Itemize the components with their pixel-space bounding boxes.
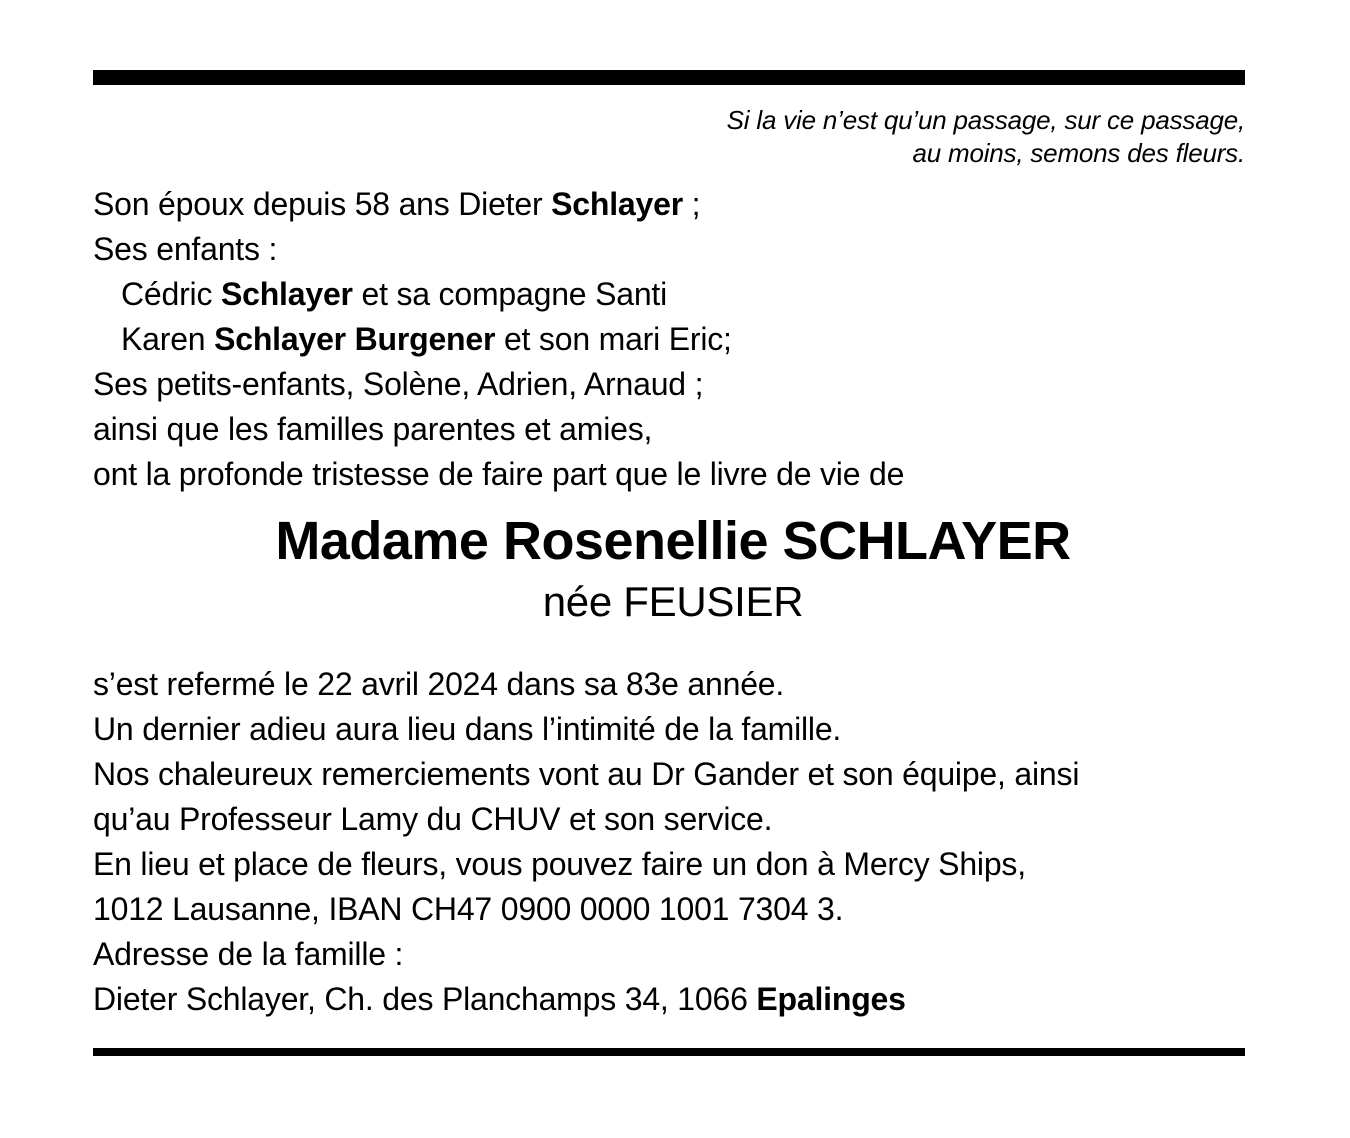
closing-line: Dieter Schlayer, Ch. des Planchamps 34, 1066 Epalinges <box>93 981 906 1017</box>
survivor-line: ont la profonde tristesse de faire part que le livre de vie de <box>93 456 905 492</box>
survivor-line: ainsi que les familles parentes et amies, <box>93 411 653 447</box>
epigraph-line: Si la vie n’est qu’un passage, sur ce passage, <box>726 105 1245 135</box>
closing-line: Nos chaleureux remerciements vont au Dr Gander et son équipe, ainsi <box>93 756 1080 792</box>
bottom-rule-divider <box>93 1048 1245 1056</box>
emphasized-surname: Schlayer <box>220 276 353 312</box>
survivor-line: Ses petits-enfants, Solène, Adrien, Arnaud ; <box>93 366 704 402</box>
top-rule-divider <box>93 70 1245 85</box>
emphasized-surname: Schlayer Burgener <box>214 321 496 357</box>
closing-line: Adresse de la famille : <box>93 936 404 972</box>
deceased-name: Madame Rosenellie SCHLAYER <box>275 511 1071 571</box>
closing-line: s’est refermé le 22 avril 2024 dans sa 83e année. <box>93 666 785 702</box>
closing-block <box>93 662 1263 1022</box>
deceased-maiden-name: née FEUSIER <box>542 578 804 625</box>
closing-line: Un dernier adieu aura lieu dans l’intimité de la famille. <box>93 711 842 747</box>
survivor-line: Ses enfants : <box>93 231 278 267</box>
survivor-line: Cédric Schlayer et sa compagne Santi <box>121 276 668 312</box>
epigraph-quote <box>545 104 1245 170</box>
emphasized-surname: Schlayer <box>551 186 683 222</box>
survivor-line: Son époux depuis 58 ans Dieter Schlayer ; <box>93 186 701 222</box>
closing-line: 1012 Lausanne, IBAN CH47 0900 0000 1001 7304 3. <box>93 891 844 927</box>
survivor-line: Karen Schlayer Burgener et son mari Eric; <box>121 321 732 357</box>
closing-line: En lieu et place de fleurs, vous pouvez faire un don à Mercy Ships, <box>93 846 1026 882</box>
survivors-block <box>93 182 1253 497</box>
emphasized-surname: Epalinges <box>756 981 906 1017</box>
deceased-block <box>93 508 1253 630</box>
closing-line: qu’au Professeur Lamy du CHUV et son service. <box>93 801 773 837</box>
epigraph-line: au moins, semons des fleurs. <box>912 138 1245 168</box>
